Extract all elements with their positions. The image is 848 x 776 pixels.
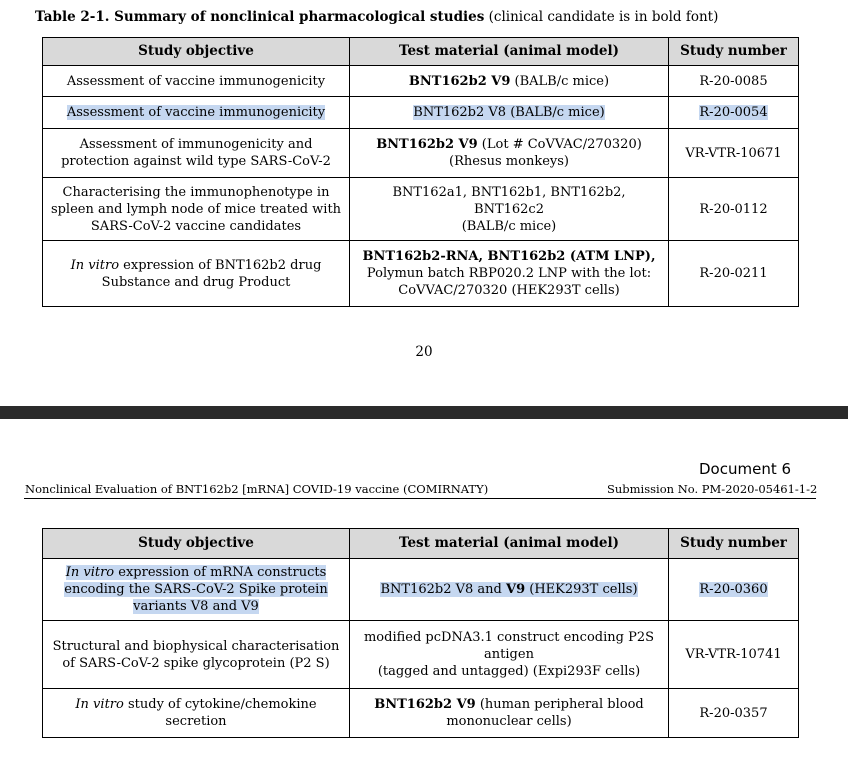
page-divider xyxy=(0,406,848,419)
document-label: Document 6 xyxy=(699,460,792,478)
objective-text: expression of mRNA constructs encoding the SARS-CoV-2 Spike protein variants V8 and V9 xyxy=(64,565,328,614)
table-row xyxy=(43,66,799,97)
material-bold: BNT162b2 V9 xyxy=(376,137,478,152)
study-number-cell xyxy=(669,559,799,621)
objective-cell: Assessment of vaccine immunogenicity xyxy=(43,66,350,97)
study-number-cell: R-20-0112 xyxy=(669,178,799,241)
objective-cell: Assessment of immunogenicity and protection against wild type SARS-CoV-2 xyxy=(43,129,350,178)
material-text: (tagged and untagged) (Expi293F cells) xyxy=(377,664,641,679)
highlighted-text[interactable]: BNT162b2 V8 (BALB/c mice) xyxy=(413,105,605,120)
header-study-number: Study number xyxy=(669,529,799,559)
study-number-cell: VR-VTR-10671 xyxy=(669,129,799,178)
material-cell xyxy=(350,66,669,97)
table-header-row xyxy=(43,38,799,66)
header-test-material: Test material (animal model) xyxy=(350,529,669,559)
material-text: modified pcDNA3.1 construct encoding P2S antigen xyxy=(363,630,655,662)
material-text: (HEK293T cells) xyxy=(525,582,638,597)
material-cell xyxy=(350,178,669,241)
highlighted-text[interactable]: Assessment of vaccine immunogenicity xyxy=(66,105,326,120)
table-header-row xyxy=(43,529,799,559)
highlighted-text[interactable]: R-20-0360 xyxy=(699,582,768,597)
objective-text: study of cytokine/chemokine secretion xyxy=(123,697,317,729)
objective-cell: Structural and biophysical characterisation of SARS-CoV-2 spike glycoprotein (P2 S) xyxy=(43,621,350,689)
study-number-cell: R-20-0357 xyxy=(669,689,799,738)
header-study-objective: Study objective xyxy=(43,529,350,559)
study-number-cell: R-20-0085 xyxy=(669,66,799,97)
objective-cell xyxy=(43,97,350,129)
objective-italic: In vitro xyxy=(70,257,120,273)
material-cell xyxy=(350,129,669,178)
material-text: BNT162b2 V8 and xyxy=(380,582,506,597)
header-rule xyxy=(24,498,816,499)
table-row xyxy=(43,97,799,129)
material-bold: BNT162b2 V9 xyxy=(374,697,476,712)
objective-cell xyxy=(43,241,350,307)
objective-italic: In vitro xyxy=(65,565,115,580)
caption-note: (clinical candidate is in bold font) xyxy=(488,9,719,25)
material-cell xyxy=(350,241,669,307)
objective-text: expression of BNT162b2 drug Substance and drug Product xyxy=(101,257,322,290)
table-caption xyxy=(35,9,718,25)
material-bold: V9 xyxy=(505,582,526,597)
running-header-title: Nonclinical Evaluation of BNT162b2 [mRNA] COVID-19 vaccine (COMIRNATY) xyxy=(25,482,489,496)
header-study-objective: Study objective xyxy=(43,38,350,66)
material-text: (human peripheral blood mononuclear cells) xyxy=(446,697,644,729)
material-text: Polymun batch RBP020.2 LNP with the lot: CoVVAC/270320 (HEK293T cells) xyxy=(366,266,652,298)
material-bold: BNT162b2-RNA, BNT162b2 (ATM LNP), xyxy=(362,249,656,264)
highlighted-text[interactable] xyxy=(64,565,327,614)
material-text: BNT162a1, BNT162b1, BNT162b2, BNT162c2 xyxy=(392,184,626,217)
material-text: (Lot # CoVVAC/270320) xyxy=(477,137,642,152)
pharmacology-table xyxy=(42,37,799,307)
pharmacology-table-continued xyxy=(42,528,799,738)
table-row xyxy=(43,559,799,621)
table-row xyxy=(43,241,799,307)
material-cell xyxy=(350,689,669,738)
header-study-number: Study number xyxy=(669,38,799,66)
table-row xyxy=(43,689,799,738)
study-number-cell: R-20-0211 xyxy=(669,241,799,307)
material-cell xyxy=(350,559,669,621)
submission-number: Submission No. PM-2020-05461-1-2 xyxy=(607,482,818,496)
objective-cell xyxy=(43,689,350,738)
material-cell xyxy=(350,621,669,689)
table-row xyxy=(43,621,799,689)
study-number-cell: VR-VTR-10741 xyxy=(669,621,799,689)
highlighted-text[interactable] xyxy=(380,582,637,597)
material-text: (Rhesus monkeys) xyxy=(449,154,569,169)
page-number: 20 xyxy=(415,344,433,360)
highlighted-text[interactable]: R-20-0054 xyxy=(699,105,768,120)
header-test-material: Test material (animal model) xyxy=(350,38,669,66)
study-number-cell xyxy=(669,97,799,129)
material-text: (BALB/c mice) xyxy=(510,73,610,89)
caption-title: Table 2-1. Summary of nonclinical pharmacological studies xyxy=(35,9,485,25)
material-cell xyxy=(350,97,669,129)
table-row xyxy=(43,129,799,178)
document-page-2 xyxy=(0,419,848,776)
material-bold: BNT162b2 V9 xyxy=(408,73,511,89)
material-text: (BALB/c mice) xyxy=(461,218,557,234)
objective-cell xyxy=(43,559,350,621)
objective-cell: Characterising the immunophenotype in spleen and lymph node of mice treated with SARS-CoV-2 vaccine candidates xyxy=(43,178,350,241)
table-row xyxy=(43,178,799,241)
objective-italic: In vitro xyxy=(75,697,124,712)
